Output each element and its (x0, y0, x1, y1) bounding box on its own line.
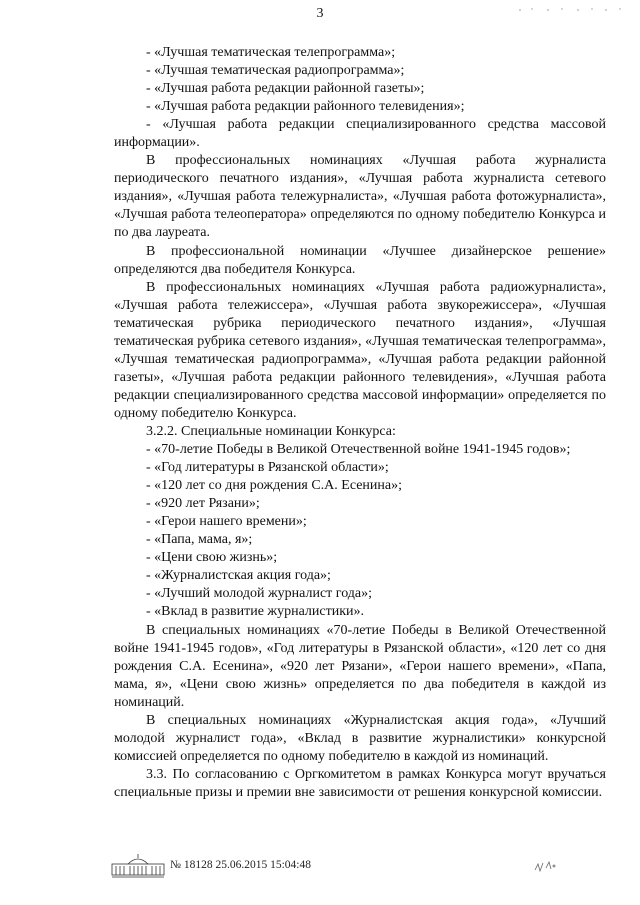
nomination-item: - «Лучшая работа редакции специализированного средства массовой информации». (114, 117, 606, 151)
scan-marks-decoration (480, 0, 640, 16)
paragraph: В профессиональных номинациях «Лучшая работа журналиста периодического печатного издания», «Лучшая работа журналиста сетевого издания», «Лучшая работа тележурналиста», «Лучшая работа фотожурналиста», «Лучшая работа телеоператора» определяются по одному победителю Конкурса и по два лауреата. (114, 153, 606, 241)
registration-stamp: № 18128 25.06.2015 15:04:48 (170, 859, 311, 871)
document-body (114, 44, 606, 802)
special-nomination-item: - «Лучший молодой журналист года»; (146, 586, 373, 602)
paragraph: В специальных номинациях «Журналистская акция года», «Лучший молодой журналист года», «Вклад в развитие журналистики» конкурсной комиссией определяется по одному победителю в каждой из номинаций. (114, 712, 606, 764)
paragraph: В профессиональной номинации «Лучшее дизайнерское решение» определяются два победителя Конкурса. (114, 243, 606, 277)
nomination-item: - «Лучшая тематическая радиопрограмма»; (146, 63, 405, 79)
special-nomination-item: - «Цени свою жизнь»; (146, 550, 278, 566)
nomination-item: - «Лучшая работа редакции районной газеты»; (146, 81, 425, 97)
special-nomination-item: - «120 лет со дня рождения С.А. Есенина»; (146, 478, 403, 494)
building-seal-icon (110, 852, 166, 878)
page-number: 3 (316, 6, 324, 21)
paragraph: В специальных номинациях «70-летие Победы в Великой Отечественной войне 1941-1945 годов», «Год литературы в Рязанской области», «120 лет со дня рождения С.А. Есенина», «920 лет Рязани», «Герои нашего времени», «Папа, мама, я», «Цени свою жизнь» определяется по два победителя в каждой из номинаций. (114, 622, 606, 710)
nomination-item: - «Лучшая работа редакции районного телевидения»; (146, 99, 465, 115)
paragraph: 3.3. По согласованию с Оргкомитетом в рамках Конкурса могут вручаться специальные призы и премии вне зависимости от решения конкурсной комиссии. (114, 766, 606, 800)
special-nomination-item: - «920 лет Рязани»; (146, 496, 260, 512)
footer (110, 852, 550, 878)
paragraph: В профессиональных номинациях «Лучшая работа радиожурналиста», «Лучшая работа тележиссера», «Лучшая работа звукорежиссера», «Лучшая тематическая рубрика периодического печатного издания», «Лучшая тематическая рубрика сетевого издания», «Лучшая тематическая телепрограмма», «Лучшая тематическая радиопрограмма», «Лучшая работа редакции районной газеты», «Лучшая работа редакции районного телевидения», «Лучшая работа редакции специализированного средства массовой информации» определяется по одному победителю Конкурса. (114, 279, 606, 421)
special-nomination-item: - «70-летие Победы в Великой Отечественной войне 1941-1945 годов»; (146, 442, 571, 458)
special-nomination-item: - «Журналистская акция года»; (146, 568, 331, 584)
signature-mark-icon (532, 852, 558, 878)
nomination-item: - «Лучшая тематическая телепрограмма»; (146, 45, 396, 60)
special-nomination-item: - «Вклад в развитие журналистики». (146, 604, 365, 620)
special-nomination-item: - «Год литературы в Рязанской области»; (146, 460, 389, 476)
special-nomination-item: - «Папа, мама, я»; (146, 532, 253, 548)
section-heading: 3.2.2. Специальные номинации Конкурса: (146, 423, 396, 439)
special-nomination-item: - «Герои нашего времени»; (146, 514, 307, 530)
